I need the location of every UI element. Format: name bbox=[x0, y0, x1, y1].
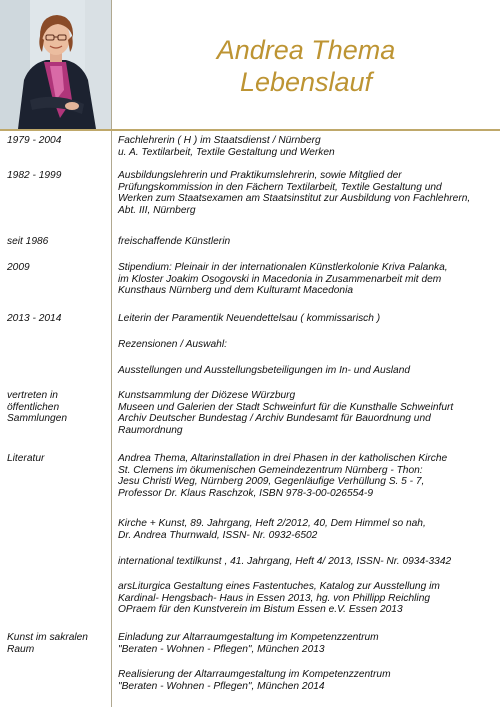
entry-text-line: international textilkunst , 41. Jahrgang, Heft 4/ 2013, ISSN- Nr. 0934-3342 bbox=[118, 556, 452, 567]
entry-content bbox=[118, 313, 496, 325]
entry-text-line: Ausstellungen und Ausstellungsbeteiligungen im In- und Ausland bbox=[118, 365, 411, 376]
person-name: Andrea Thema bbox=[216, 35, 396, 65]
entry-text-line: Museen und Galerien der Stadt Schweinfurt für die Kunsthalle Schweinfurt bbox=[118, 401, 454, 413]
document-title: Lebenslauf bbox=[239, 67, 373, 97]
entry-content bbox=[118, 236, 496, 248]
entry-text-line: Dr. Andrea Thurnwald, ISSN- Nr. 0932-6502 bbox=[118, 529, 318, 541]
entry-text-line: Professor Dr. Klaus Raschzok, ISBN 978-3-00-026554-9 bbox=[118, 487, 373, 499]
entry-text-line: Kardinal- Hengsbach- Haus in Essen 2013, hg. von Phillipp Reichling bbox=[118, 592, 431, 604]
entry-label bbox=[7, 313, 107, 325]
entry-content bbox=[118, 390, 496, 436]
entry-text-line: Realisierung der Altarraumgestaltung im Kompetenzzentrum bbox=[118, 669, 391, 680]
entry-label-line: 2013 - 2014 bbox=[7, 313, 62, 324]
entry-text-line: OPraem für den Kunstverein im Bistum Essen e.V. Essen 2013 bbox=[118, 604, 403, 615]
entry-content bbox=[118, 669, 496, 692]
entry-text-line: Werken zum Staatsexamen am Staatsinstitut zur Ausbildung von Fachlehrern, bbox=[118, 193, 471, 204]
entry-label-line: Sammlungen bbox=[7, 413, 68, 424]
entry-label bbox=[7, 453, 107, 465]
entry-text-line: Jesu Christi Weg, Nürnberg 2009, Gegenläufige Verhüllung S. 5 - 7, bbox=[118, 476, 425, 487]
entry-text-line: u. A. Textilarbeit, Textile Gestaltung und Werken bbox=[118, 146, 335, 158]
entry-label-line: Literatur bbox=[7, 453, 45, 464]
entry-content bbox=[118, 339, 496, 351]
entry-content bbox=[118, 581, 496, 616]
entry-text-line: Archiv Deutscher Bundestag / Archiv Bundesamt für Bauordnung und bbox=[118, 413, 431, 424]
entry-content bbox=[118, 453, 496, 499]
entry-text-line: Kunstsammlung der Diözese Würzburg bbox=[118, 390, 296, 401]
entry-label-line: 1982 - 1999 bbox=[7, 170, 62, 181]
vertical-rule bbox=[111, 0, 112, 707]
entry-text-line: Leiterin der Paramentik Neuendettelsau ( kommissarisch ) bbox=[118, 313, 381, 324]
entry-text-line: arsLiturgica Gestaltung eines Fastentuches, Katalog zur Ausstellung im bbox=[118, 581, 440, 592]
entry-text-line: Fachlehrerin ( H ) im Staatsdienst / Nürnberg bbox=[118, 135, 321, 146]
entry-text-line: "Beraten - Wohnen - Pflegen", München 2014 bbox=[118, 680, 325, 692]
entry-label bbox=[7, 390, 107, 425]
entry-text-line: Kunsthaus Nürnberg und dem Kulturamt Macedonia bbox=[118, 285, 354, 296]
entry-content bbox=[118, 170, 496, 216]
entry-label-line: Raum bbox=[7, 643, 35, 655]
entry-text-line: freischaffende Künstlerin bbox=[118, 236, 231, 247]
entry-text-line: Kirche + Kunst, 89. Jahrgang, Heft 2/2012, 40, Dem Himmel so nah, bbox=[118, 518, 426, 529]
entry-content bbox=[118, 262, 496, 297]
entry-content bbox=[118, 632, 496, 655]
entry-text-line: Rezensionen / Auswahl: bbox=[118, 339, 227, 350]
entry-text-line: Abt. III, Nürnberg bbox=[118, 204, 196, 216]
entry-label bbox=[7, 632, 107, 655]
entry-content bbox=[118, 518, 496, 541]
entry-label-line: öffentlichen bbox=[7, 401, 60, 413]
entry-text-line: im Kloster Joakim Osogovski in Macedonia in Zusammenarbeit mit dem bbox=[118, 273, 442, 285]
entry-text-line: Einladung zur Altarraumgestaltung im Kompetenzzentrum bbox=[118, 632, 379, 643]
entry-text-line: Andrea Thema, Altarinstallation in drei Phasen in der katholischen Kirche bbox=[118, 453, 448, 464]
entry-content bbox=[118, 556, 496, 568]
entry-label bbox=[7, 236, 107, 248]
entry-label bbox=[7, 135, 107, 147]
horizontal-rule bbox=[0, 129, 500, 131]
entry-content bbox=[118, 365, 496, 377]
entry-text-line: Ausbildungslehrerin und Praktikumslehrerin, sowie Mitglied der bbox=[118, 170, 402, 181]
entry-content bbox=[118, 135, 496, 158]
entry-text-line: Stipendium: Pleinair in der internationalen Künstlerkolonie Kriva Palanka, bbox=[118, 262, 448, 273]
entry-text-line: St. Clemens im ökumenischen Gemeindezentrum Nürnberg - Thon: bbox=[118, 464, 423, 476]
portrait-photo bbox=[0, 0, 111, 129]
entry-text-line: "Beraten - Wohnen - Pflegen", München 2013 bbox=[118, 643, 325, 655]
entry-text-line: Prüfungskommission in den Fächern Textilarbeit, Textile Gestaltung und bbox=[118, 181, 442, 193]
entry-label-line: seit 1986 bbox=[7, 236, 49, 247]
entry-label-line: Kunst im sakralen bbox=[7, 632, 88, 643]
entry-text-line: Raumordnung bbox=[118, 424, 183, 436]
entry-label-line: vertreten in bbox=[7, 390, 58, 401]
entry-label bbox=[7, 170, 107, 182]
entry-label-line: 1979 - 2004 bbox=[7, 135, 62, 146]
entry-label-line: 2009 bbox=[7, 262, 30, 273]
entry-label bbox=[7, 262, 107, 274]
